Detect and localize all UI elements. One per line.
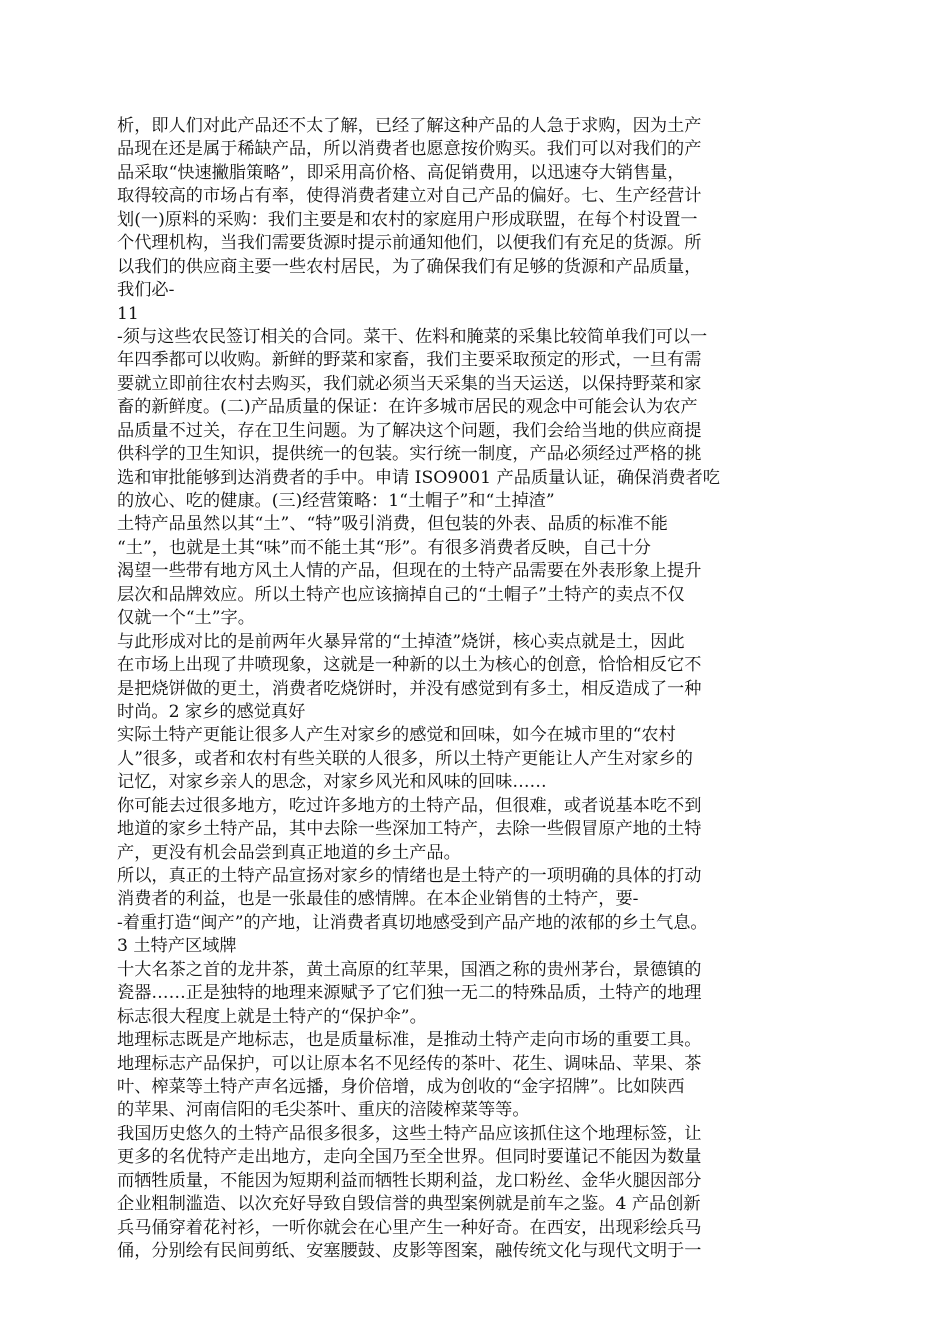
text-line: -着重打造“闽产”的产地，让消费者真切地感受到产品产地的浓郁的乡土气息。 [117,912,708,933]
text-line: 我国历史悠久的土特产品很多很多，这些土特产品应该抓住这个地理标签，让 [117,1123,702,1144]
text-line: 3 土特产区域牌 [117,936,237,957]
text-line: 记忆，对家乡亲人的思念，对家乡风光和风味的回味…… [117,772,547,793]
text-line: 土特产品虽然以其“土”、“特”吸引消费，但包装的外表、品质的标准不能 [117,514,668,535]
text-line: 瓷器……正是独特的地理来源赋予了它们独一无二的特殊品质，土特产的地理 [117,983,702,1004]
text-line: 的苹果、河南信阳的毛尖茶叶、重庆的涪陵榨菜等等。 [117,1100,530,1121]
text-line: 地理标志产品保护，可以让原本名不见经传的茶叶、花生、调味品、苹果、茶 [117,1053,702,1074]
text-line: 渴望一些带有地方风土人情的产品，但现在的土特产品需要在外表形象上提升 [117,561,702,582]
text-line: 选和审批能够到达消费者的手中。申请 ISO9001 产品质量认证，确保消费者吃 [117,467,720,488]
text-line: 俑，分别绘有民间剪纸、安塞腰鼓、皮影等图案，融传统文化与现代文明于一 [117,1241,702,1261]
document-body [117,115,797,1263]
text-line: 在市场上出现了井喷现象，这就是一种新的以土为核心的创意，恰恰相反它不 [117,655,702,676]
text-line: 产，更没有机会品尝到真正地道的乡土产品。 [117,842,461,863]
text-line: 划(一)原料的采购：我们主要是和农村的家庭用户形成联盟，在每个村设置一 [117,209,698,230]
text-line: 年四季都可以收购。新鲜的野菜和家畜，我们主要采取预定的形式，一旦有需 [117,350,702,371]
text-line: 以我们的供应商主要一些农村居民，为了确保我们有足够的货源和产品质量， [117,256,702,277]
text-line: 层次和品牌效应。所以土特产也应该摘掉自己的“土帽子”土特产的卖点不仅 [117,584,685,605]
text-line: 品采取“快速撇脂策略”，即采用高价格、高促销费用，以迅速夺大销售量， [117,162,685,183]
text-line: 是把烧饼做的更土，消费者吃烧饼时，并没有感觉到有多土，相反造成了一种 [117,678,702,699]
text-line: 我们必- [117,280,175,301]
text-line: 地道的家乡土特产品，其中去除一些深加工特产，去除一些假冒原产地的土特 [117,819,702,840]
text-line: 兵马俑穿着花衬衫，一听你就会在心里产生一种好奇。在西安，出现彩绘兵马 [117,1217,702,1238]
text-line: 品现在还是属于稀缺产品，所以消费者也愿意按价购买。我们可以对我们的产 [117,139,702,160]
text-line: 标志很大程度上就是土特产的“保护伞”。 [117,1006,427,1027]
text-line: 人”很多，或者和农村有些关联的人很多，所以土特产更能让人产生对家乡的 [117,748,693,769]
text-line: 品质量不过关，存在卫生问题。为了解决这个问题，我们会给当地的供应商提 [117,420,702,441]
text-line: 更多的名优特产走出地方，走向全国乃至全世界。但同时要谨记不能因为数量 [117,1147,702,1168]
text-line: 个代理机构，当我们需要货源时提示前通知他们，以便我们有充足的货源。所 [117,233,702,254]
text-line: -须与这些农民签订相关的合同。菜干、佐料和腌菜的采集比较简单我们可以一 [117,326,708,347]
text-line: 企业粗制滥造、以次充好导致自毁信誉的典型案例就是前车之鉴。4 产品创新 [117,1194,701,1215]
text-line: 实际土特产更能让很多人产生对家乡的感觉和回味，如今在城市里的“农村 [117,725,676,746]
text-line: 与此形成对比的是前两年火暴异常的“土掉渣”烧饼，核心卖点就是土，因此 [117,631,685,652]
text-line: 地理标志既是产地标志，也是质量标准，是推动土特产走向市场的重要工具。 [117,1030,702,1051]
text-line: 叶、榨菜等土特产声名远播，身价倍增，成为创收的“金字招牌”。比如陕西 [117,1076,685,1097]
text-line: 消费者的利益，也是一张最佳的感情牌。在本企业销售的土特产，要- [117,889,639,910]
page-number: 11 [117,303,139,324]
text-line: 取得较高的市场占有率，使得消费者建立对自己产品的偏好。七、生产经营计 [117,186,702,207]
text-line: 所以，真正的土特产品宣扬对家乡的情绪也是土特产的一项明确的具体的打动 [117,866,702,886]
text-line: “土”，也就是土其“味”而不能土其“形”。有很多消费者反映，自己十分 [117,537,651,558]
text-line: 供科学的卫生知识，提供统一的包装。实行统一制度，产品必须经过严格的挑 [117,444,702,465]
text-line: 十大名茶之首的龙井茶，黄土高原的红苹果，国酒之称的贵州茅台，景德镇的 [117,959,702,980]
text-line: 时尚。2 家乡的感觉真好 [117,701,306,722]
text-line: 要就立即前往农村去购买，我们就必须当天采集的当天运送，以保持野菜和家 [117,373,702,394]
text-line: 仅就一个“土”字。 [117,608,255,629]
text-line: 畜的新鲜度。(二)产品质量的保证：在许多城市居民的观念中可能会认为农产 [117,397,698,418]
text-line: 而牺牲质量，不能因为短期利益而牺牲长期利益，龙口粉丝、金华火腿因部分 [117,1170,702,1191]
text-line: 你可能去过很多地方，吃过许多地方的土特产品，但很难，或者说基本吃不到 [117,795,702,816]
text-line: 析，即人们对此产品还不太了解，已经了解这种产品的人急于求购，因为土产 [117,116,702,136]
text-line: 的放心、吃的健康。(三)经营策略：1“土帽子”和“土掉渣” [117,491,555,511]
